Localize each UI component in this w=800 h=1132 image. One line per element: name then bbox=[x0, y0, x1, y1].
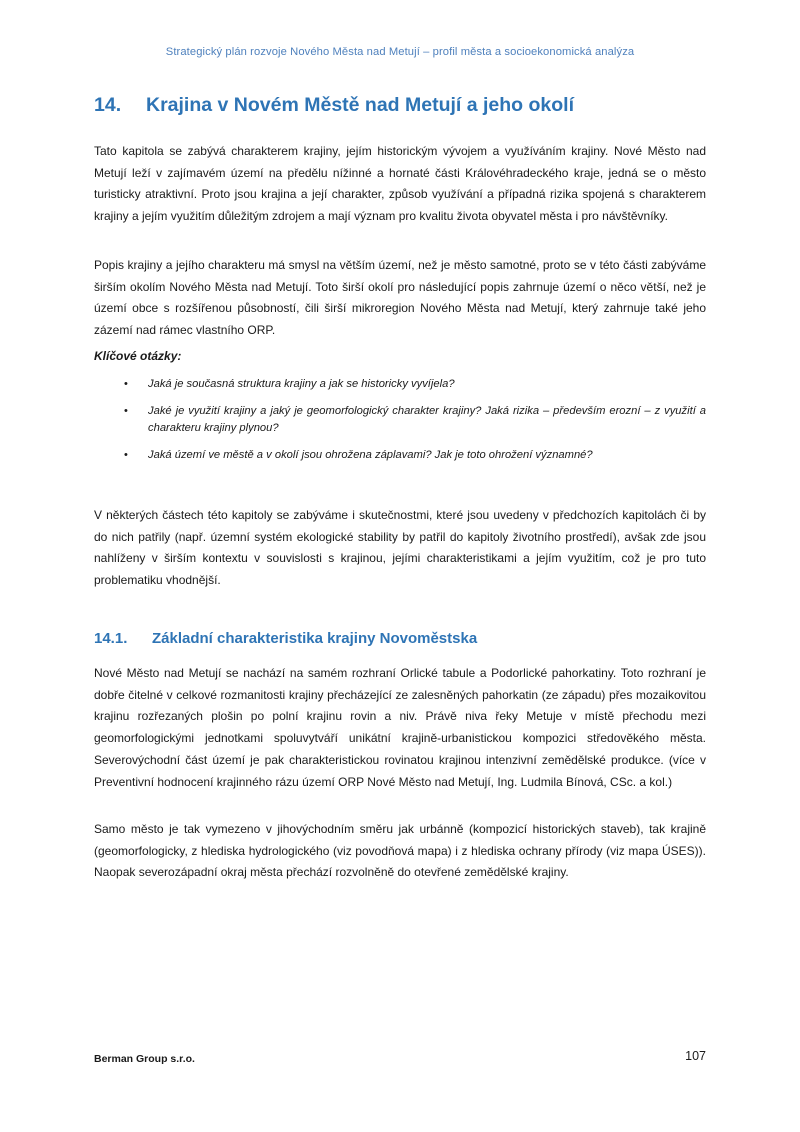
section-heading bbox=[94, 630, 714, 647]
key-questions-title: Klíčové otázky: bbox=[94, 349, 182, 363]
intro-paragraph: Tato kapitola se zabývá charakterem krajiny, jejím historickým vývojem a využíváním krajiny. Nové Město nad Metují leží v zajímavém území na předělu nížinné a hornaté části Královéhradeckého kraje, jedná se o město turisticky atraktivní. Proto jsou krajina a její charakter, způsob využívání a případná rizika spojená s charakterem krajiny a jejím využitím důležitým zdrojem a mají význam pro kvalitu života obyvatel města i pro návštěvníky. bbox=[94, 144, 706, 224]
page-number: 107 bbox=[685, 1049, 706, 1063]
landscape-paragraph: Nové Město nad Metují se nachází na samém rozhraní Orlické tabule a Podorlické pahorkatiny. Toto rozhraní je dobře čitelné v celkové rozmanitosti krajiny přecházející ze zalesněných pahorkatin (ze západu) přes mozaikovitou krajinu rozřezaných plošin po polní krajinu rovin a niv. Právě niva řeky Metuje v místě přechodu mezi geomorfologickými jednotkami spoluvytváří unikátní krajině-urbanistickou kompozici středověkého města. Severovýchodní část území je pak charakteristickou rovinatou krajinou intenzivní zemědělské produkce. (více v Preventivní hodnocení krajinného rázu území ORP Nové Město nad Metují, Ing. Ludmila Bínová, CSc. a kol.) bbox=[94, 666, 706, 789]
key-questions-list bbox=[94, 376, 706, 473]
question-text: Jaká území ve městě a v okolí jsou ohrožena záplavami? Jak je toto ohrožení významné? bbox=[148, 448, 593, 461]
footer-company: Berman Group s.r.o. bbox=[94, 1053, 195, 1065]
section-title: Základní charakteristika krajiny Novoměstska bbox=[152, 630, 478, 647]
section-number: 14.1. bbox=[94, 630, 128, 647]
chapter-number: 14. bbox=[94, 94, 122, 116]
question-text: Jaké je využití krajiny a jaký je geomorfologický charakter krajiny? Jaká rizika – především erozní – z využití a charakteru krajiny plynou? bbox=[148, 404, 706, 434]
chapter-heading bbox=[94, 94, 714, 117]
list-item bbox=[94, 376, 706, 394]
question-text: Jaká je současná struktura krajiny a jak se historicky vyvíjela? bbox=[148, 378, 455, 390]
city-boundary-paragraph: Samo město je tak vymezeno v jihovýchodním směru jak urbánně (kompozicí historických staveb), tak krajině (geomorfologicky, z hlediska hydrologického (viz povodňová mapa) i z hlediska ochrany přírody (viz mapa ÚSES)). Naopak severozápadní okraj města přechází rozvolněně do otevřené zemědělské krajiny. bbox=[94, 822, 706, 880]
list-item bbox=[94, 403, 706, 438]
scope-paragraph: Popis krajiny a jejího charakteru má smysl na větším území, než je město samotné, proto se v této části zabýváme širším okolím Nového Města nad Metují. Toto širší okolí pro následující popis zahrnuje území o něco větší, než je území obce s rozšířenou působností, čili širší mikroregion Nového Města nad Metují, který zahrnuje také jeho zázemí nad rámec vlastního ORP. bbox=[94, 258, 706, 338]
chapter-title: Krajina v Novém Městě nad Metují a jeho okolí bbox=[146, 94, 575, 116]
list-item bbox=[94, 447, 706, 465]
bullet-icon: • bbox=[124, 404, 128, 417]
running-header: Strategický plán rozvoje Nového Města nad Metují – profil města a socioekonomická analýza bbox=[165, 46, 635, 58]
context-paragraph: V některých částech této kapitoly se zabýváme i skutečnostmi, které jsou uvedeny v předchozích kapitolách či by do nich patřily (např. územní systém ekologické stability by patřil do kapitoly životního prostředí), avšak zde jsou nahlíženy v širším kontextu v souvislosti s krajinou, jejími charakteristikami a jejím využitím, což je pro tuto problematiku vhodnější. bbox=[94, 508, 706, 588]
bullet-icon: • bbox=[124, 448, 128, 461]
bullet-icon: • bbox=[124, 378, 128, 390]
